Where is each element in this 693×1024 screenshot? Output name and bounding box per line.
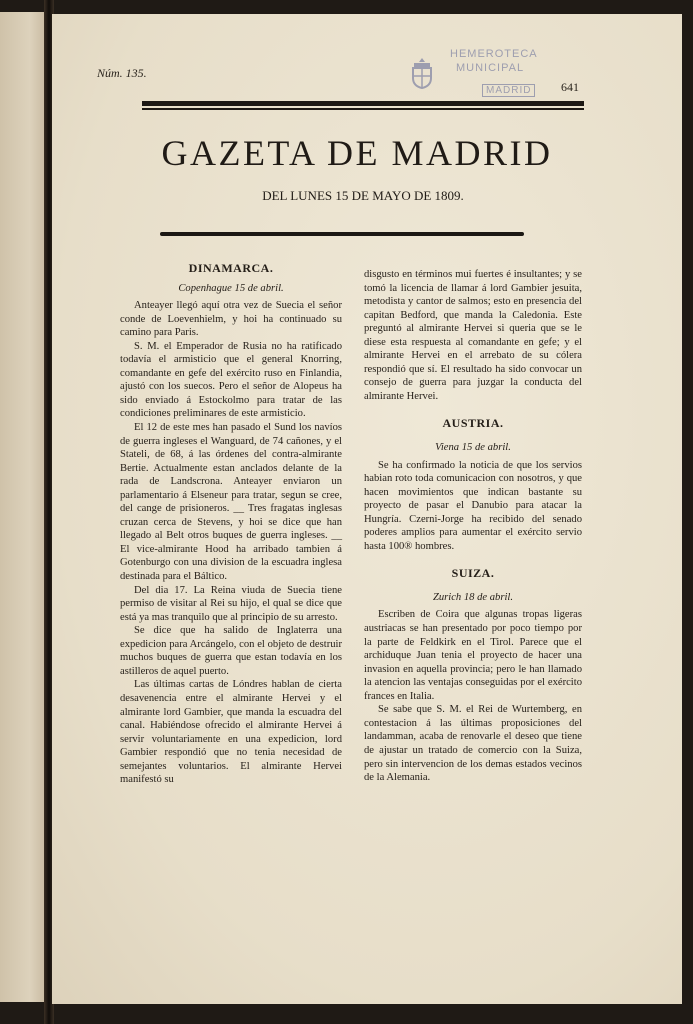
article-paragraph: S. M. el Emperador de Rusia no ha ratificado todavía el armisticio que el general Knorring, comandante en gefe del exército ruso en Finlandia, ajustó con los suecos. Pero el señor de Alopeus ha sido enviado á Estockolmo para tratar de las condiciones preliminares de este armisticio. — [120, 340, 342, 420]
article-paragraph: Se sabe que S. M. el Rei de Wurtemberg, en contestacion á las últimas proposiciones del landamman, acaba de renovarle el deseo que tiene de ajustar un tratado de comercio con la Suiza, pero sin intervencion de los demas estados vecinos de la Alemania. — [364, 704, 582, 784]
article-paragraph: Escriben de Coira que algunas tropas ligeras austriacas se han presentado por poco tiempo por la parte de Feldkirk en el Tirol. Parece que el archiduque Juan tenia el proyecto de hacer una invasion en aquella provincia; pero le han llamado la atencion las ventajas conseguidas por el exército frances en Italia. — [364, 609, 582, 702]
article-paragraph: Se ha confirmado la noticia de que los servios habian roto toda comunicacion con nosotros, y que hacen movimientos que indican bastante su proyecto de pasar el Danubio para atacar la Hungría. Czerni-Jorge ha recibido del senado poderes amplios para aumentar el exército servio hasta 100® hombres. — [364, 459, 582, 552]
page-number: 641 — [561, 80, 579, 94]
facing-page-edge — [0, 12, 50, 1002]
article-paragraph: Anteayer llegó aquí otra vez de Suecia el señor conde de Loevenhielm, y hoi ha continuado su camino para Paris. — [120, 300, 342, 339]
stamp-line-1: HEMEROTECA — [450, 48, 538, 60]
issue-number: Núm. 135. — [97, 66, 147, 80]
dateline-viena: Viena 15 de abril. — [435, 442, 511, 454]
dateline-zurich: Zurich 18 de abril. — [432, 591, 514, 603]
issue-date: DEL LUNES 15 DE MAYO DE 1809. — [262, 188, 464, 203]
section-title-austria: AUSTRIA. — [442, 416, 504, 431]
article-paragraph: Del dia 17. La Reina viuda de Suecia tiene permiso de visitar al Rei su hijo, el qual se dice que está ya mas tranquilo que al principio de su arresto. — [120, 584, 342, 623]
stamp-line-3: MADRID — [482, 84, 535, 97]
top-rule-thin — [142, 108, 584, 110]
separator-rule — [160, 232, 524, 236]
top-rule — [142, 101, 584, 106]
stamp-line-2: MUNICIPAL — [456, 62, 525, 74]
section-title-dinamarca: DINAMARCA. — [188, 261, 274, 275]
right-column — [364, 268, 582, 785]
masthead-title: GAZETA DE MADRID — [161, 133, 553, 173]
left-column — [120, 262, 342, 787]
article-paragraph: Se dice que ha salido de Inglaterra una expedicion para Arcángelo, con el objeto de destruir muchos buques de guerra que estan todavía en los astilleros de aquel puerto. — [120, 625, 342, 677]
section-title-suiza: SUIZA. — [451, 566, 495, 581]
library-stamp — [408, 44, 546, 102]
dateline-copenhague: Copenhague 15 de abril. — [178, 282, 284, 294]
article-continuation: disgusto en términos mui fuertes é insultantes; y se tomó la licencia de llamar á lord Gambier jesuita, metodista y cantor de salmos; esto en presencia del capitan Bedford, que manda la Caledonia. Este preguntó al almirante Hervei si queria que se le diese esta respuesta al comandante en gefe; y el almirante Hervei en el arrebato de su cólera respondió que sí. El resultado ha sido convocar un consejo de guerra para juzgar la conducta del almirante Hervei. — [364, 269, 582, 402]
article-paragraph: Las últimas cartas de Lóndres hablan de cierta desavenencia entre el almirante Hervei y el almirante lord Gambier, que manda la escuadra del canal. Habiéndose ofrecido el almirante Hervei á servir voluntariamente en una expedicion, lord Gambier respondió que no tenia necesidad de semejantes voluntarios. El almirante Hervei manifestó su — [120, 679, 342, 786]
crest-icon — [408, 56, 436, 90]
article-paragraph: El 12 de este mes han pasado el Sund los navíos de guerra ingleses el Wanguard, de 74 cañones, y el Stateli, de 68, á las órdenes del contra-almirante Bertie. Actualmente estan anclados delante de la rada de Landscrona. Anteayer enviaron un parlamentario á Elseneur para tratar, segun se cree, del cange de prisioneros. __ Tres fragatas inglesas cruzan cerca de Stevens, y hoi se dice que han llegado al Belt otros buques de guerra ingleses. __ El vice-almirante Hood ha arribado tambien á Gotenburgo con una division de la escuadra inglesa destinada para el Báltico. — [120, 422, 342, 583]
